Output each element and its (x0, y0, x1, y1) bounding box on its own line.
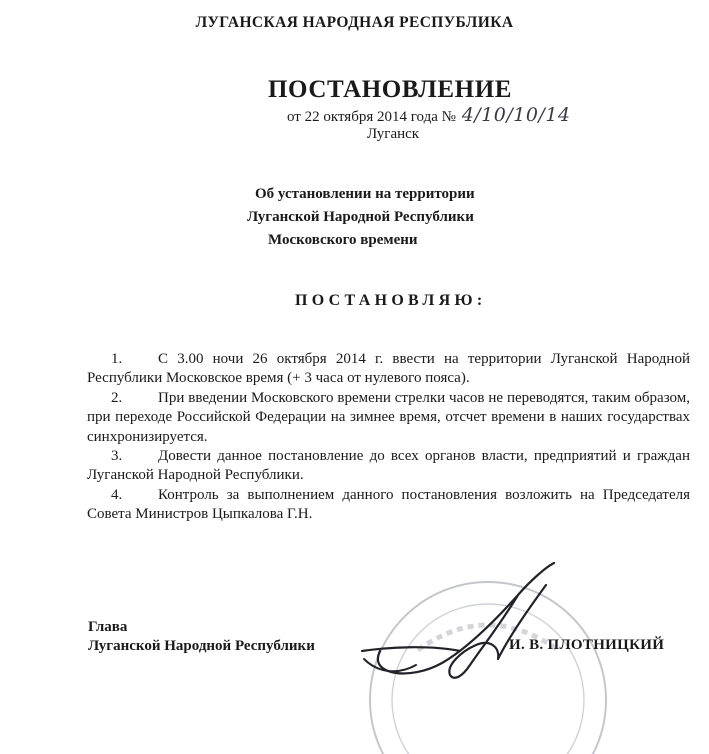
item-text: С 3.00 ночи 26 октября 2014 г. ввести на территории Луганской Народной Республики Московское время (+ 3 часа от нулевого пояса). (87, 351, 690, 387)
decree-item-2 (87, 389, 690, 447)
document-title: ПОСТАНОВЛЕНИЕ (268, 76, 513, 103)
item-text: Довести данное постановление до всех органов власти, предприятий и граждан Луганской Народной Республики. (87, 448, 690, 484)
item-number: 4. (111, 486, 123, 503)
decree-item-4 (87, 486, 690, 525)
item-number: 3. (111, 448, 123, 465)
item-text: Контроль за выполнением данного постановления возложить на Председателя Совета Министров Цыпкалова Г.Н. (87, 486, 690, 523)
signer-name: И. В. ПЛОТНИЦКИЙ (509, 637, 665, 653)
decree-item-1 (87, 350, 690, 389)
decree-body (87, 350, 690, 525)
decree-item-3 (87, 447, 690, 486)
item-number: 2. (111, 389, 123, 406)
republic-header: ЛУГАНСКАЯ НАРОДНАЯ РЕСПУБЛИКА (195, 14, 514, 31)
handwritten-signature (350, 555, 580, 695)
subject-line-1: Об установлении на территории (255, 186, 475, 202)
item-number: 1. (111, 351, 123, 367)
item-text: При введении Московского времени стрелки часов не переводятся, таким образом, при переходе Российской Федерации на зимнее время, отсчет времени в наших государствах синхронизируется. (87, 389, 690, 445)
signatory-title-line-2: Луганской Народной Республики (88, 638, 315, 654)
signatory-title-line-1: Глава (88, 619, 128, 635)
subject-line-2: Луганской Народной Республики (247, 209, 474, 225)
city-name: Луганск (367, 126, 420, 142)
decree-heading: ПОСТАНОВЛЯЮ: (295, 292, 487, 309)
document-subject (247, 183, 475, 252)
date-text: от 22 октября 2014 года № (287, 109, 456, 125)
document-number: 4/10/10/14 (461, 104, 571, 126)
subject-line-3: Московского времени (268, 232, 418, 248)
signatory-title (88, 618, 315, 656)
date-line (287, 104, 571, 126)
